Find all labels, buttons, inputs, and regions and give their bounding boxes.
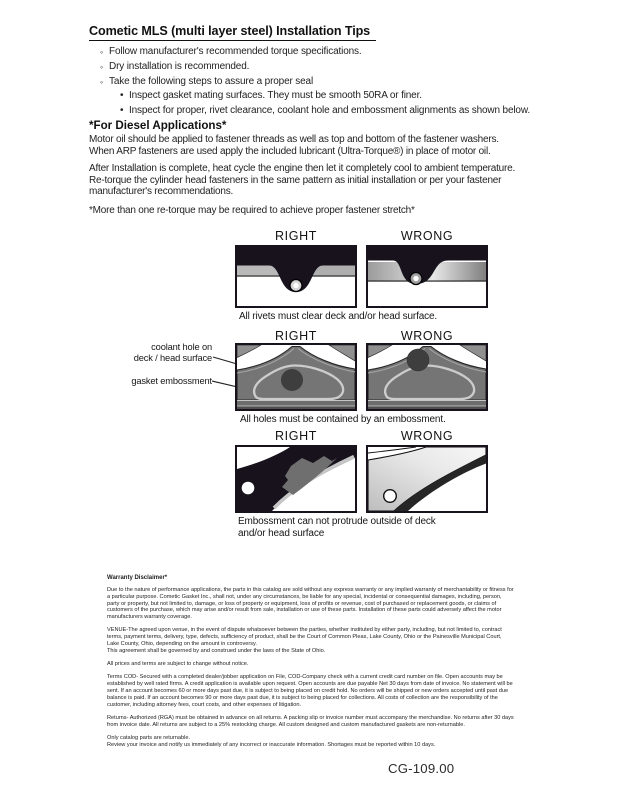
page-number: CG-109.00: [388, 761, 455, 776]
returns-paragraph: Returns- Authorized (RGA) must be obtained in advance on all returns. A packing slip or invoice number must accompany the merchandise. No returns after 30 days from invoice date. All returns are subject to a 25% restocking charge. All custom designed and custom manufactured gaskets are non-returnable.: [107, 714, 514, 728]
row3-right-label: RIGHT: [275, 429, 317, 443]
row1-right-label: RIGHT: [275, 229, 317, 243]
deck-strip: [237, 406, 355, 409]
row2-right-label: RIGHT: [275, 329, 317, 343]
list-item-text: Follow manufacturer's recommended torque specifications.: [109, 46, 362, 57]
coolant-hole: [407, 349, 429, 371]
row2-right-diagram: [235, 343, 357, 411]
deck-strip: [237, 401, 355, 406]
diesel-paragraph-2: After Installation is complete, heat cycle the engine then let it completely cool to ambient temperature. Re-torque the cylinder head fasteners in the same pattern as initial installation or per your fastener manufacturer's recommendations.: [89, 163, 516, 198]
row2-caption: All holes must be contained by an embossment.: [240, 414, 446, 425]
bolt-hole: [384, 490, 397, 503]
sub-list-item: [120, 89, 530, 104]
diesel-heading: *For Diesel Applications*: [89, 119, 227, 132]
row3-right-diagram: [235, 445, 357, 513]
rivet-center: [293, 283, 298, 288]
rivet-center: [413, 276, 418, 281]
venue-paragraph: VENUE-The agreed upon venue, in the event of dispute whatsoever between the parties, whether instituted by either party, including, but not limited to, contract terms, payment terms, delivery, type, defects, sufficiency of product, shall be the Court of Common Pleas, Lake County, Ohio or the Painesville Municipal Court, Lake County, Ohio, depending on the amount in controversy.: [107, 627, 502, 648]
circle-bullet-marker: ◦: [100, 61, 104, 72]
list-item: [100, 45, 530, 60]
row2-wrong-diagram: [366, 343, 488, 411]
terms-cod-paragraph: Terms COD- Secured with a completed dealer/jobber application on File, COD-Company check with a current credit card number on file. Open accounts may be established by well rated firms. A credit application is available upon request. Open accounts are due payable Net 30 days from date of invoice. No statement will be sent. If an account becomes 60 or more days past due, it is subject to being placed on credit hold. No orders will be shipped or new orders accepted until past due balance is paid. If an account becomes 90 or more days past due, it is subject to being placed for collections. All costs of collection are the responsibility of the customer, including attorney fees, court costs, and other expenses of litigation.: [107, 674, 513, 708]
row3-wrong-diagram: [366, 445, 488, 513]
gasket-embossment-callout: gasket embossment: [131, 376, 212, 386]
sub-list-item-text: Inspect gasket mating surfaces. They must be smooth 50RA or finer.: [129, 90, 422, 102]
disclaimer-heading: Warranty Disclaimer*: [107, 575, 168, 581]
deck-strip-line: [368, 406, 486, 407]
deck-strip: [368, 401, 486, 406]
row1-wrong-label: WRONG: [400, 229, 454, 243]
circle-bullet-marker: ◦: [100, 47, 104, 57]
sub-list-item-text: Inspect for proper, rivet clearance, coolant hole and embossment alignments as shown below.: [128, 105, 530, 117]
list-item-text: Take the following steps to assure a proper seal: [109, 75, 314, 87]
row2-wrong-label: WRONG: [400, 329, 454, 343]
row1-wrong-diagram: [366, 245, 488, 308]
returnable-line: Only catalog parts are returnable.: [107, 735, 191, 742]
circle-bullet-marker: ◦: [100, 76, 104, 87]
diesel-paragraph-1: Motor oil should be applied to fastener threads as well as top and bottom of the fastener washers. When ARP fasteners are used apply the included lubricant (Ultra-Torque®) in place of motor oil.: [89, 134, 499, 157]
tips-list: [100, 45, 530, 119]
review-invoice-line: Review your invoice and notify us immediately of any incorrect or inaccurate information. Shortages must be reported within 10 days.: [107, 741, 436, 748]
list-item: [100, 60, 530, 75]
dot-bullet-marker: •: [120, 90, 124, 102]
prices-terms-line: All prices and terms are subject to change without notice.: [107, 661, 249, 668]
coolant-hole-callout: [92, 342, 212, 363]
row3-caption-line2: and/or head surface: [238, 527, 325, 539]
deck-strip: [368, 406, 486, 409]
sub-list-item: [120, 104, 530, 119]
callout-line1: coolant hole on: [151, 342, 212, 352]
dot-bullet-marker: •: [120, 105, 124, 117]
retorque-note: *More than one re-torque may be required to achieve proper fastener stretch*: [89, 205, 415, 216]
row1-right-diagram: [235, 245, 357, 308]
list-item-text: Dry installation is recommended.: [109, 60, 250, 72]
page-title: Cometic MLS (multi layer steel) Installation Tips: [89, 24, 376, 41]
deck-surface-line: [368, 281, 486, 282]
row3-wrong-label: WRONG: [400, 429, 454, 443]
deck-strip-line: [237, 406, 355, 407]
row3-caption-line1: Embossment can not protrude outside of deck: [238, 516, 436, 527]
disclaimer-paragraph: Due to the nature of performance applications, the parts in this catalog are sold without any express warranty or any implied warranty of merchantability or fitness for a particular purpose. Cometic Gasket Inc., shall not, under any circumstances, be liable for any special, incidental or consequential damages, including, person, party or property, but not limited to, damage, or loss of property or equipment, loss of profits or revenue, cost of purchased or replacement goods, or claims of customers of the purchase, which may arise and/or result from sale, installation or use of these parts. Installation of these parts could adversely affect the motor manufacturers warranty coverage.: [107, 587, 514, 621]
row1-caption: All rivets must clear deck and/or head surface.: [239, 311, 438, 322]
bolt-hole: [242, 482, 255, 495]
callout-line2: deck / head surface: [133, 352, 212, 363]
list-item: [100, 75, 530, 90]
coolant-hole: [281, 369, 303, 391]
warranty-disclaimer: [107, 575, 514, 755]
governing-law-line: This agreement shall be governed by and construed under the laws of the State of Ohio.: [107, 647, 326, 654]
row3-caption: [238, 516, 436, 539]
